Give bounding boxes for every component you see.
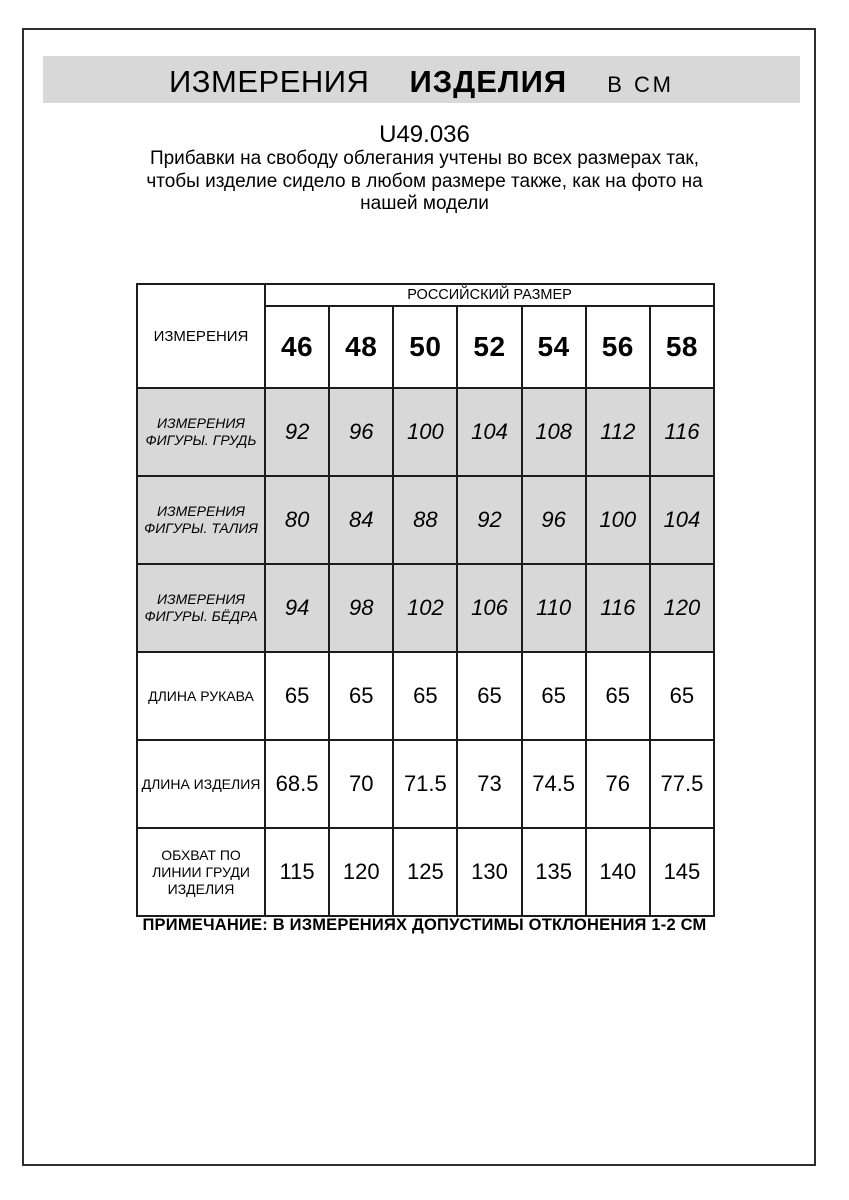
fit-description-line-1: Прибавки на свободу облегания учтены во всех размерах так, [149, 148, 700, 169]
measure-value: 102 [393, 564, 457, 652]
table-row-item-length [137, 740, 714, 828]
measure-value: 65 [522, 652, 586, 740]
table-row-sleeve-length [137, 652, 714, 740]
measure-value: 96 [329, 388, 393, 476]
measure-value: 140 [586, 828, 650, 916]
measure-value: 77.5 [650, 740, 714, 828]
measure-value: 73 [457, 740, 521, 828]
measure-value: 104 [457, 388, 521, 476]
measure-value: 145 [650, 828, 714, 916]
measure-value: 65 [586, 652, 650, 740]
size-column-header: 56 [586, 306, 650, 388]
measure-value: 112 [586, 388, 650, 476]
measure-value: 74.5 [522, 740, 586, 828]
size-table [136, 283, 715, 917]
measure-value: 120 [329, 828, 393, 916]
row-label-item-length: ДЛИНА ИЗДЕЛИЯ [137, 740, 265, 828]
title-unit-cm: В СМ [607, 72, 674, 97]
size-column-header: 52 [457, 306, 521, 388]
table-row-figure-hips [137, 564, 714, 652]
measure-value: 104 [650, 476, 714, 564]
measure-value: 110 [522, 564, 586, 652]
measure-value: 88 [393, 476, 457, 564]
measure-value: 120 [650, 564, 714, 652]
measure-value: 68.5 [265, 740, 329, 828]
measure-value: 80 [265, 476, 329, 564]
measure-value: 115 [265, 828, 329, 916]
measure-value: 65 [329, 652, 393, 740]
measure-value: 94 [265, 564, 329, 652]
product-code: U49.036 [379, 121, 470, 148]
row-label-sleeve-length: ДЛИНА РУКАВА [137, 652, 265, 740]
measure-value: 92 [265, 388, 329, 476]
fit-description-line-2: чтобы изделие сидело в любом размере также, как на фото на [146, 170, 703, 192]
measure-value: 65 [265, 652, 329, 740]
fit-description [0, 148, 849, 216]
measure-value: 98 [329, 564, 393, 652]
row-label-figure-hips: ИЗМЕРЕНИЯ ФИГУРЫ. БЁДРА [137, 564, 265, 652]
measure-value: 116 [650, 388, 714, 476]
measure-value: 100 [393, 388, 457, 476]
size-table-group-header-row [137, 284, 714, 306]
measurements-corner-header: ИЗМЕРЕНИЯ [137, 284, 265, 388]
fit-description-line-3: нашей модели [360, 193, 489, 214]
title-bar [43, 56, 800, 103]
measure-value: 65 [650, 652, 714, 740]
measure-value: 96 [522, 476, 586, 564]
size-column-header: 48 [329, 306, 393, 388]
measure-value: 65 [393, 652, 457, 740]
measure-value: 135 [522, 828, 586, 916]
russian-size-group-header: РОССИЙСКИЙ РАЗМЕР [265, 284, 714, 306]
measure-value: 106 [457, 564, 521, 652]
row-label-figure-chest: ИЗМЕРЕНИЯ ФИГУРЫ. ГРУДЬ [137, 388, 265, 476]
measure-value: 116 [586, 564, 650, 652]
row-label-chest-girth: ОБХВАТ ПО ЛИНИИ ГРУДИ ИЗДЕЛИЯ [137, 828, 265, 916]
measure-value: 108 [522, 388, 586, 476]
measure-value: 100 [586, 476, 650, 564]
size-column-header: 50 [393, 306, 457, 388]
table-row-figure-chest [137, 388, 714, 476]
title-word-measurements: ИЗМЕРЕНИЯ [169, 64, 370, 99]
tolerance-note: ПРИМЕЧАНИЕ: В ИЗМЕРЕНИЯХ ДОПУСТИМЫ ОТКЛОНЕНИЯ 1-2 СМ [142, 916, 707, 934]
measure-value: 92 [457, 476, 521, 564]
measure-value: 71.5 [393, 740, 457, 828]
measure-value: 125 [393, 828, 457, 916]
size-column-header: 46 [265, 306, 329, 388]
title-word-product: ИЗДЕЛИЯ [409, 64, 568, 99]
measure-value: 76 [586, 740, 650, 828]
table-row-chest-girth [137, 828, 714, 916]
size-column-header: 54 [522, 306, 586, 388]
measure-value: 84 [329, 476, 393, 564]
measure-value: 130 [457, 828, 521, 916]
size-column-header: 58 [650, 306, 714, 388]
measure-value: 65 [457, 652, 521, 740]
table-row-figure-waist [137, 476, 714, 564]
row-label-figure-waist: ИЗМЕРЕНИЯ ФИГУРЫ. ТАЛИЯ [137, 476, 265, 564]
measure-value: 70 [329, 740, 393, 828]
